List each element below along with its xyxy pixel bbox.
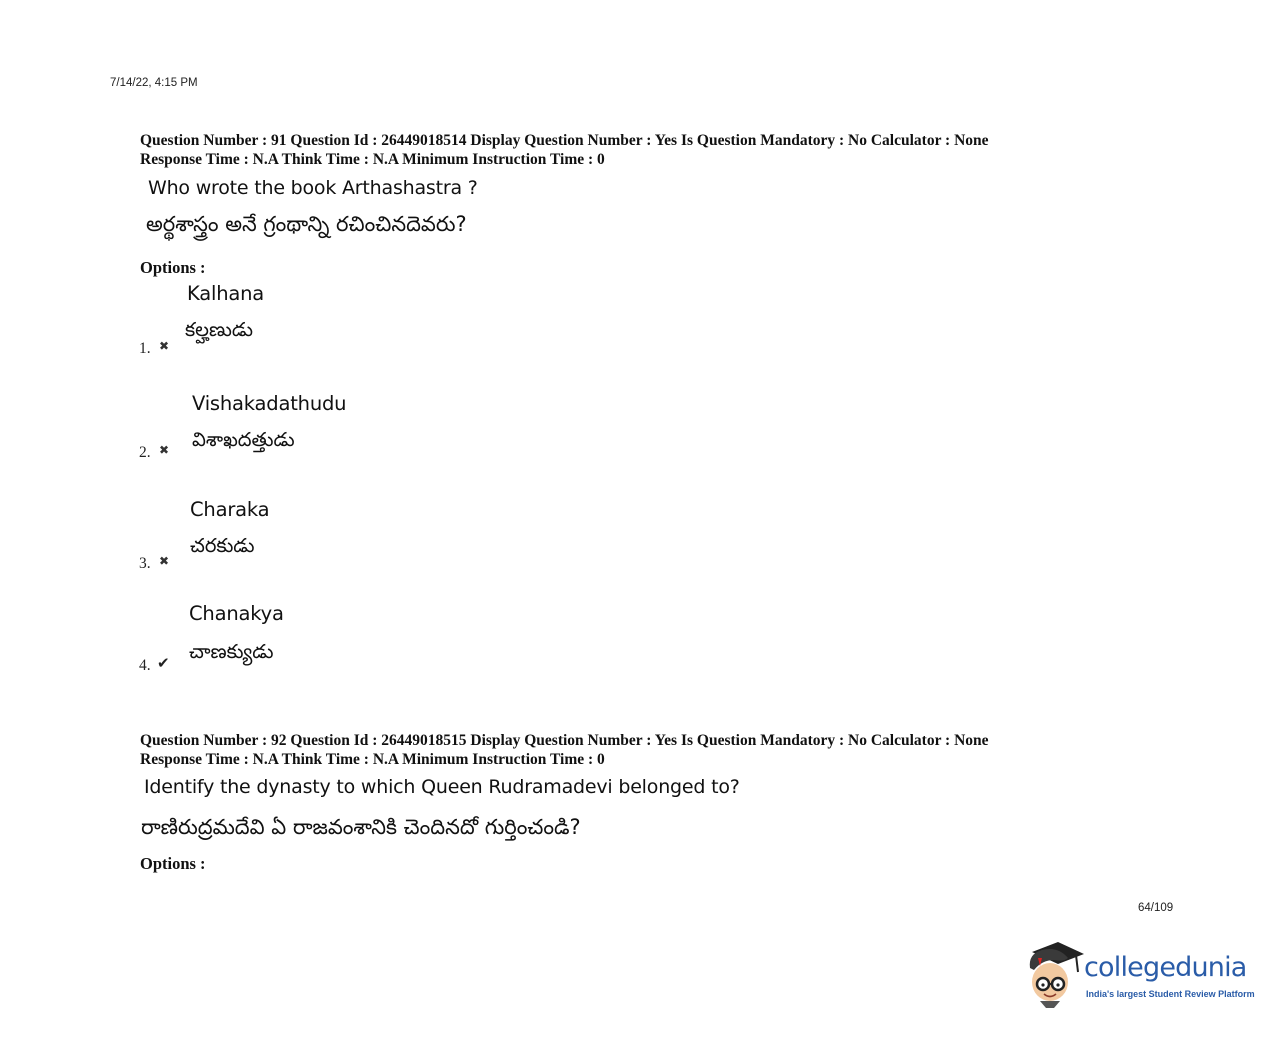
mascot-icon <box>1024 938 1084 1010</box>
option-number: 2. <box>139 444 151 461</box>
option-text-english: Chanakya <box>189 602 284 625</box>
question-text-english: Identify the dynasty to which Queen Rudramadevi belonged to? <box>144 776 740 798</box>
option-number: 3. <box>139 555 151 572</box>
question-meta-line-1: Question Number : 92 Question Id : 26449018515 Display Question Number : Yes Is Question Mandatory : No Calculator : None <box>140 732 989 749</box>
question-text-telugu: అర్థశాస్త్రం అనే గ్రంథాన్ని రచించినదెవరు? <box>146 212 467 236</box>
cross-icon: ✖ <box>159 443 170 457</box>
option-text-telugu: చరకుడు <box>190 534 255 557</box>
question-meta-line-2: Response Time : N.A Think Time : N.A Minimum Instruction Time : 0 <box>140 151 605 168</box>
option-text-telugu: చాణక్యుడు <box>189 640 274 663</box>
question-meta-line-1: Question Number : 91 Question Id : 26449018514 Display Question Number : Yes Is Question Mandatory : No Calculator : None <box>140 132 989 149</box>
option-text-telugu: విశాఖదత్తుడు <box>192 428 295 451</box>
option-text-telugu: కల్హణుడు <box>185 318 254 341</box>
question-text-english: Who wrote the book Arthashastra ? <box>148 177 478 199</box>
option-text-english: Charaka <box>190 498 270 521</box>
check-icon: ✔ <box>157 654 170 672</box>
question-text-telugu: రాణిరుద్రమదేవి ఏ రాజవంశానికి చెందినదో గుర్తించండి? <box>141 815 581 839</box>
option-text-english: Vishakadathudu <box>192 392 347 415</box>
cross-icon: ✖ <box>159 339 170 353</box>
option-number: 1. <box>139 340 151 357</box>
cross-icon: ✖ <box>159 554 170 568</box>
print-timestamp: 7/14/22, 4:15 PM <box>110 77 198 89</box>
brand-tagline: India's largest Student Review Platform <box>1086 989 1255 999</box>
option-text-english: Kalhana <box>187 282 265 305</box>
option-number: 4. <box>139 657 151 674</box>
options-label: Options : <box>140 854 206 873</box>
options-label: Options : <box>140 258 206 277</box>
question-meta-line-2: Response Time : N.A Think Time : N.A Minimum Instruction Time : 0 <box>140 751 605 768</box>
page-number: 64/109 <box>1138 902 1174 914</box>
brand-name: collegedunia <box>1084 952 1247 983</box>
